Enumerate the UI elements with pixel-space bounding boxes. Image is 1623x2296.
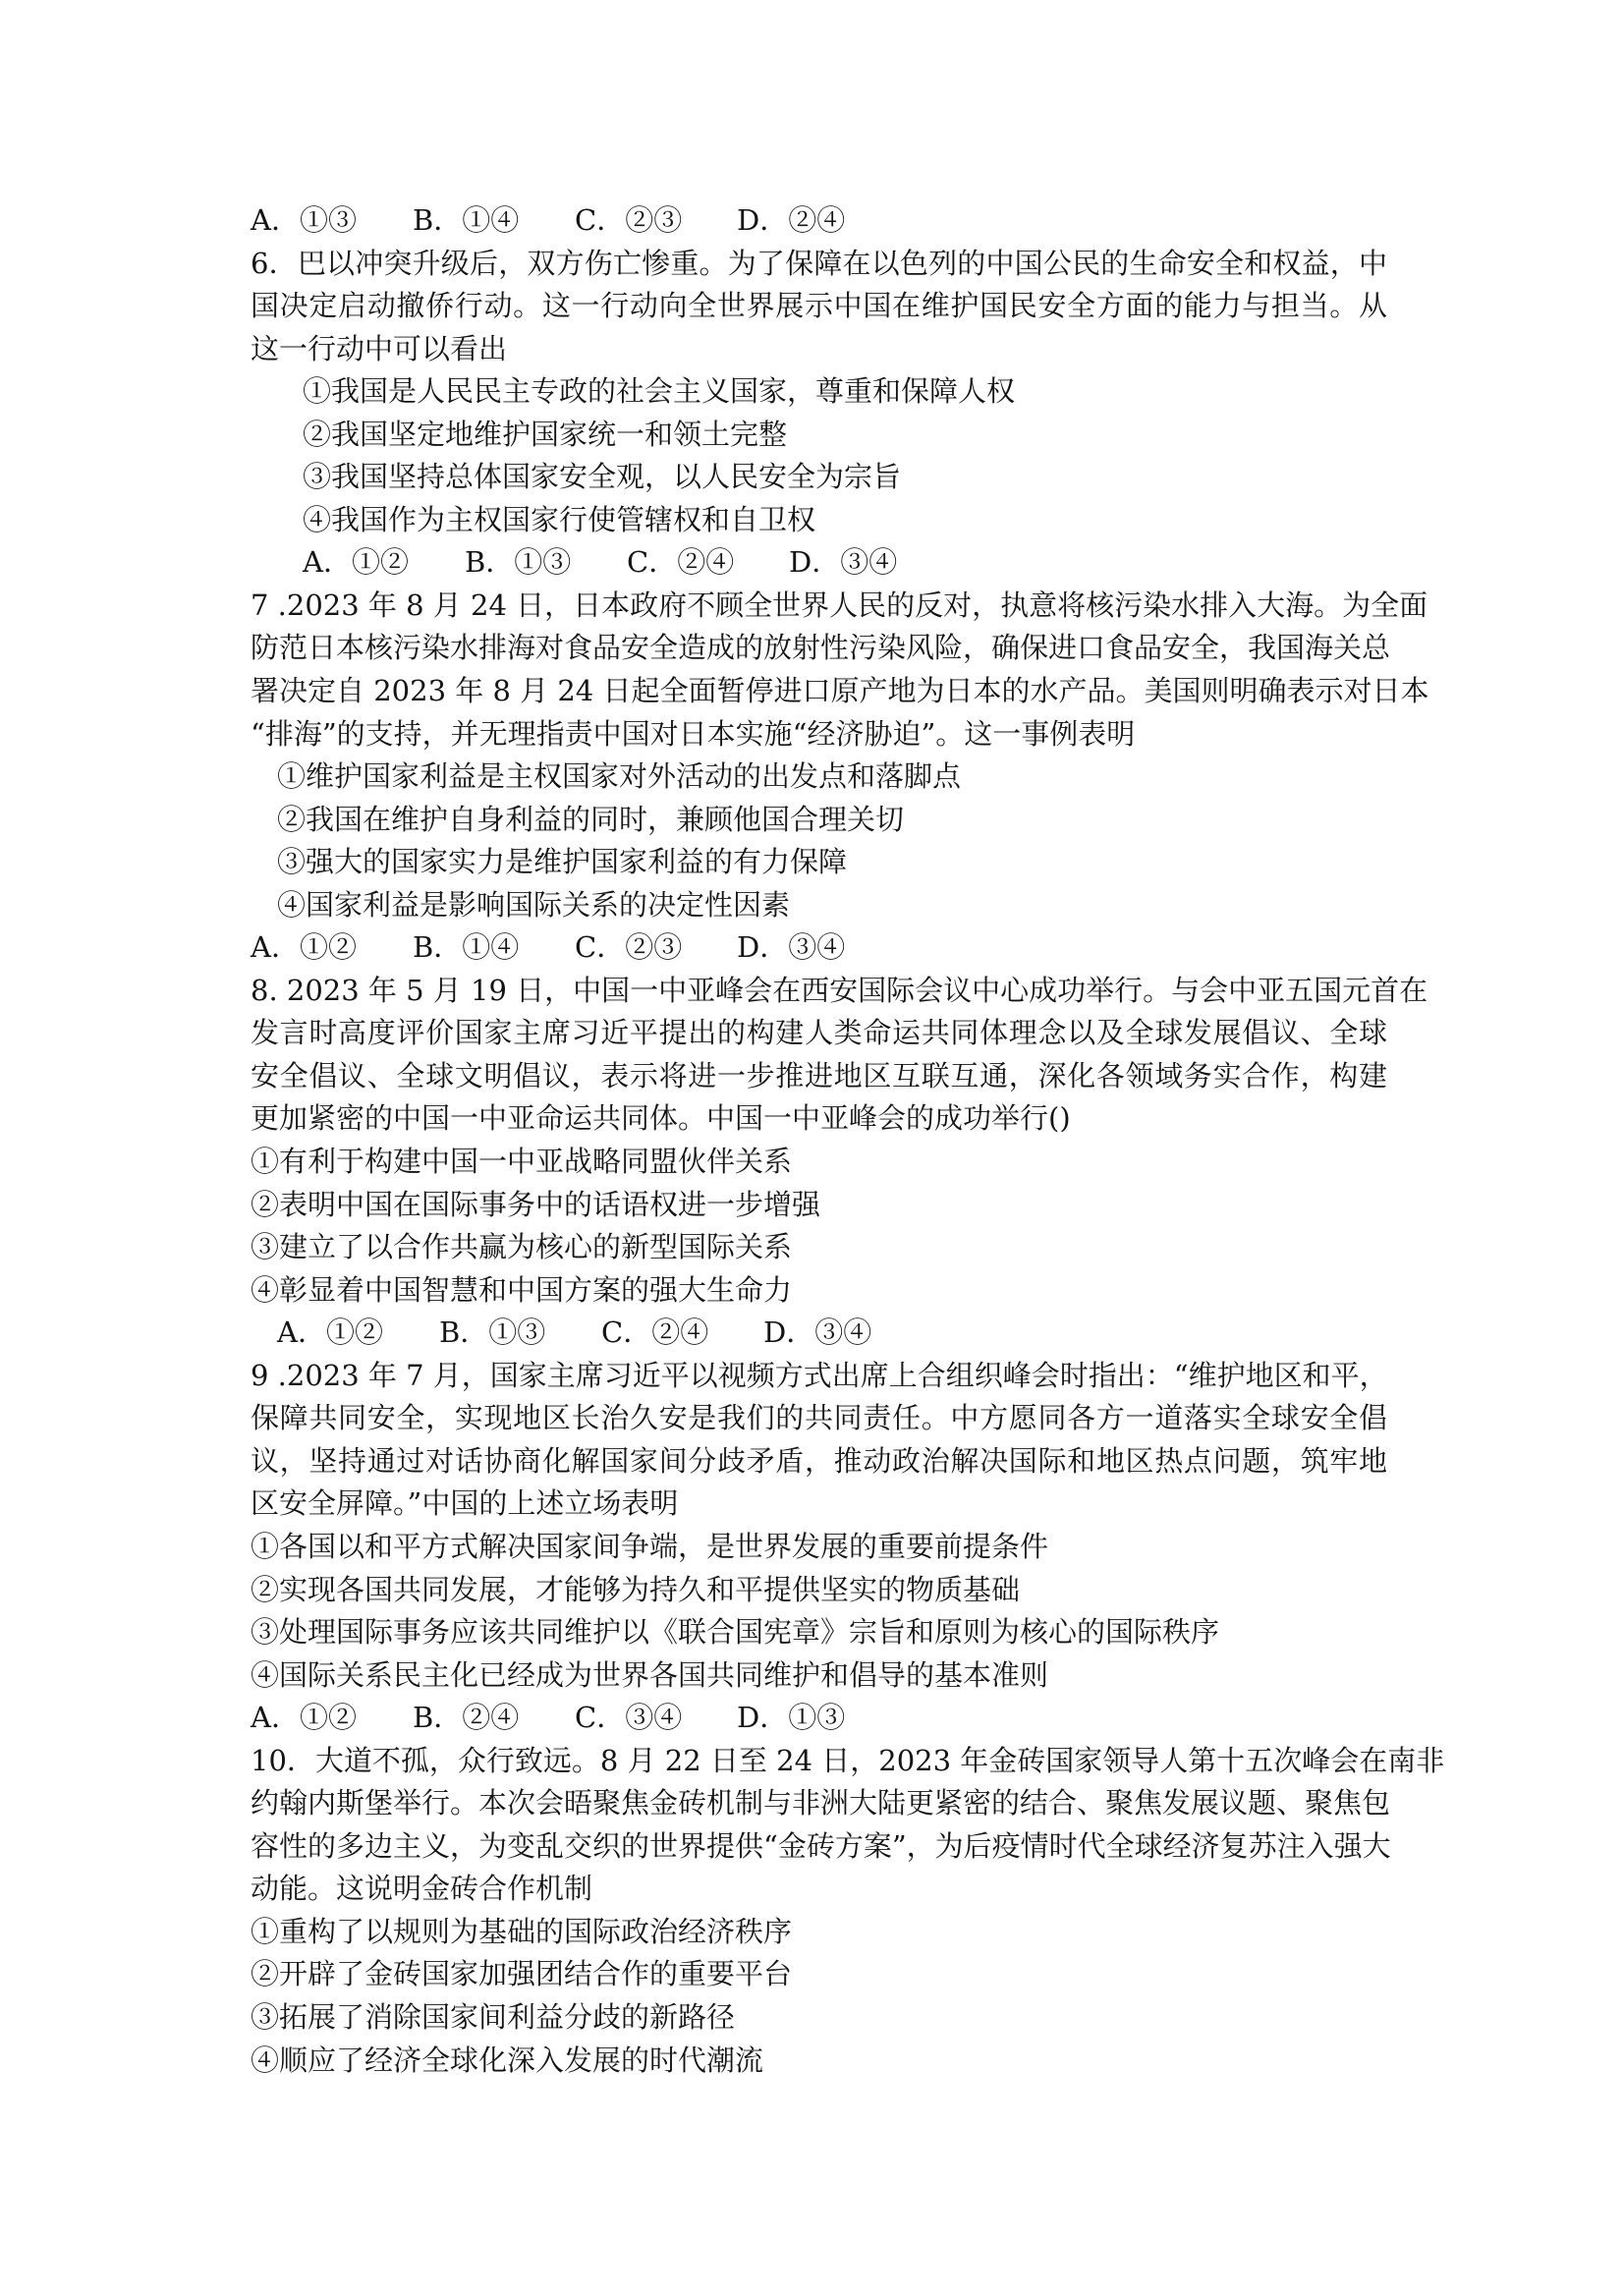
question-8-stem-line: 发言时高度评价国家主席习近平提出的构建人类命运共同体理念以及全球发展倡议、全球 bbox=[251, 1016, 1387, 1050]
question-7-statement: ④国家利益是影响国际关系的决定性因素 bbox=[277, 887, 791, 922]
option-a: A．①② bbox=[251, 930, 357, 965]
question-6-stem-line: 国决定启动撤侨行动。这一行动向全世界展示中国在维护国民安全方面的能力与担当。从 bbox=[251, 289, 1387, 323]
question-9-statement: ①各国以和平方式解决国家间争端，是世界发展的重要前提条件 bbox=[251, 1529, 1049, 1563]
option-d: D．①③ bbox=[737, 1701, 846, 1735]
option-b: B．①③ bbox=[439, 1316, 546, 1350]
question-6-statement: ①我国是人民民主专政的社会主义国家，尊重和保障人权 bbox=[303, 374, 1016, 409]
question-6-statement: ②我国坚定地维护国家统一和领土完整 bbox=[303, 417, 788, 451]
question-9-stem-line: 保障共同安全，实现地区长治久安是我们的共同责任。中方愿同各方一道落实全球安全倡 bbox=[251, 1401, 1387, 1435]
question-7-stem-line: 7 .2023 年 8 月 24 日，日本政府不顾全世界人民的反对，执意将核污染水排入大海。为全面 bbox=[251, 588, 1428, 622]
option-d: D．③④ bbox=[737, 930, 846, 965]
option-b: B．①③ bbox=[465, 545, 572, 580]
option-c: C．②④ bbox=[601, 1316, 709, 1350]
question-10-statement: ①重构了以规则为基础的国际政治经济秩序 bbox=[251, 1914, 793, 1948]
question-5-options bbox=[251, 199, 1387, 243]
question-10-statement: ④顺应了经济全球化深入发展的时代潮流 bbox=[251, 2043, 764, 2077]
question-9-stem-line: 9 .2023 年 7 月，国家主席习近平以视频方式出席上合组织峰会时指出：“维护地区和平， bbox=[251, 1358, 1388, 1392]
question-7-stem-line: “排海”的支持，并无理指责中国对日本实施“经济胁迫”。这一事例表明 bbox=[251, 716, 1136, 751]
question-6-stem-line: 这一行动中可以看出 bbox=[251, 331, 508, 365]
question-8-statement: ③建立了以合作共赢为核心的新型国际关系 bbox=[251, 1230, 793, 1264]
question-6-options bbox=[251, 541, 1387, 585]
exam-content bbox=[251, 199, 1445, 2082]
question-10-stem-line: 容性的多边主义，为变乱交织的世界提供“金砖方案”，为后疫情时代全球经济复苏注入强大 bbox=[251, 1828, 1391, 1863]
question-9-stem-line: 议，坚持通过对话协商化解国家间分歧矛盾，推动政治解决国际和地区热点问题，筑牢地 bbox=[251, 1443, 1387, 1478]
question-8-stem-line: 安全倡议、全球文明倡议，表示将进一步推进地区互联互通，深化各领域务实合作，构建 bbox=[251, 1058, 1387, 1092]
question-6-statement: ④我国作为主权国家行使管辖权和自卫权 bbox=[303, 502, 816, 536]
option-c: C．②④ bbox=[627, 545, 735, 580]
question-10-stem-line: 10．大道不孤，众行致远。8 月 22 日至 24 日，2023 年金砖国家领导人第十五次峰会在南非 bbox=[251, 1743, 1445, 1777]
option-b: B．①④ bbox=[413, 203, 520, 237]
question-10-statement: ②开辟了金砖国家加强团结合作的重要平台 bbox=[251, 1957, 793, 1991]
question-9-statement: ④国际关系民主化已经成为世界各国共同维护和倡导的基本准则 bbox=[251, 1657, 1049, 1692]
option-d: D．③④ bbox=[763, 1316, 872, 1350]
option-c: C．②③ bbox=[575, 203, 683, 237]
question-8-statement: ②表明中国在国际事务中的话语权进一步增强 bbox=[251, 1187, 821, 1221]
question-7-statement: ③强大的国家实力是维护国家利益的有力保障 bbox=[277, 845, 848, 879]
question-8-stem-line: 更加紧密的中国一中亚命运共同体。中国一中亚峰会的成功举行() bbox=[251, 1101, 1071, 1136]
question-7-stem-line: 防范日本核污染水排海对食品安全造成的放射性污染风险，确保进口食品安全，我国海关总 bbox=[251, 631, 1391, 665]
question-8-statement: ④彰显着中国智慧和中国方案的强大生命力 bbox=[251, 1272, 793, 1307]
option-c: C．③④ bbox=[575, 1701, 683, 1735]
question-8-options bbox=[251, 1312, 1387, 1355]
question-9-options bbox=[251, 1697, 1387, 1740]
question-10-stem-line: 约翰内斯堡举行。本次会晤聚焦金砖机制与非洲大陆更紧密的结合、聚焦发展议题、聚焦包 bbox=[251, 1786, 1391, 1820]
option-b: B．②④ bbox=[413, 1701, 520, 1735]
question-6-stem-line: 6．巴以冲突升级后，双方伤亡惨重。为了保障在以色列的中国公民的生命安全和权益，中 bbox=[251, 246, 1387, 280]
question-6-statement: ③我国坚持总体国家安全观，以人民安全为宗旨 bbox=[303, 460, 902, 494]
question-7-stem-line: 署决定自 2023 年 8 月 24 日起全面暂停进口原产地为日本的水产品。美国则明确表示对日本 bbox=[251, 674, 1429, 708]
option-b: B．①④ bbox=[413, 930, 520, 965]
question-7-statement: ②我国在维护自身利益的同时，兼顾他国合理关切 bbox=[277, 802, 905, 836]
question-9-statement: ②实现各国共同发展，才能够为持久和平提供坚实的物质基础 bbox=[251, 1572, 1021, 1606]
option-c: C．②③ bbox=[575, 930, 683, 965]
option-a: A．①② bbox=[251, 1701, 357, 1735]
question-10-stem-line: 动能。这说明金砖合作机制 bbox=[251, 1872, 593, 1906]
question-9-stem-line: 区安全屏障。”中国的上述立场表明 bbox=[251, 1486, 679, 1521]
option-a: A．①② bbox=[277, 1316, 383, 1350]
option-a: A．①③ bbox=[251, 203, 357, 237]
option-a: A．①② bbox=[303, 545, 409, 580]
question-8-statement: ①有利于构建中国一中亚战略同盟伙伴关系 bbox=[251, 1145, 793, 1179]
question-8-stem-line: 8. 2023 年 5 月 19 日，中国一中亚峰会在西安国际会议中心成功举行。与会中亚五国元首在 bbox=[251, 973, 1428, 1007]
question-7-statement: ①维护国家利益是主权国家对外活动的出发点和落脚点 bbox=[277, 759, 962, 794]
option-d: D．②④ bbox=[737, 203, 846, 237]
option-d: D．③④ bbox=[789, 545, 898, 580]
question-10-statement: ③拓展了消除国家间利益分歧的新路径 bbox=[251, 1999, 736, 2034]
question-7-options bbox=[251, 926, 1387, 970]
question-9-statement: ③处理国际事务应该共同维护以《联合国宪章》宗旨和原则为核心的国际秩序 bbox=[251, 1615, 1220, 1650]
